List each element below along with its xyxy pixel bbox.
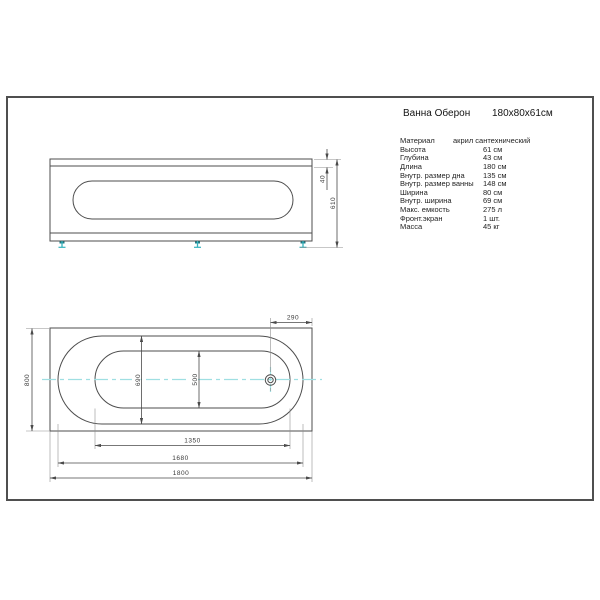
leveling-foot bbox=[194, 241, 201, 247]
spec-label: Глубина bbox=[400, 153, 429, 163]
spec-value: 180 см bbox=[483, 161, 507, 171]
spec-value: 61 см bbox=[483, 144, 503, 154]
dim-label-bottom-length: 1350 bbox=[184, 437, 201, 445]
spec-label: Материал bbox=[400, 136, 435, 145]
dim-label-drain-offset: 290 bbox=[286, 314, 300, 322]
product-dimensions: 180х80х61см bbox=[492, 108, 553, 119]
leveling-feet bbox=[59, 241, 307, 247]
spec-label: Макс. емкость bbox=[400, 205, 450, 215]
spec-label: Длина bbox=[400, 161, 422, 171]
product-title: Ванна Оберон bbox=[403, 108, 471, 119]
dim-drain-offset bbox=[271, 315, 313, 323]
spec-value: акрил сантехнический bbox=[453, 136, 531, 145]
spec-label: Высота bbox=[400, 144, 426, 154]
spec-table bbox=[400, 137, 592, 232]
spec-value: 148 см bbox=[483, 179, 507, 189]
side-view bbox=[50, 159, 312, 241]
spec-label: Внутр. ширина bbox=[400, 196, 452, 206]
spec-value: 135 см bbox=[483, 170, 507, 180]
dim-rim-height bbox=[320, 149, 328, 190]
spec-label: Масса bbox=[400, 222, 423, 232]
dim-total-length bbox=[50, 470, 312, 478]
dim-bottom-length bbox=[95, 438, 290, 446]
spec-label: Фронт.экран bbox=[400, 213, 443, 223]
dim-inner-length bbox=[58, 455, 303, 463]
spec-value: 69 см bbox=[483, 196, 503, 206]
spec-label: Ширина bbox=[400, 187, 428, 197]
leveling-foot bbox=[300, 241, 307, 247]
spec-value: 1 шт. bbox=[483, 213, 500, 223]
spec-value: 45 кг bbox=[483, 222, 500, 232]
dim-label-bottom-width: 500 bbox=[192, 373, 199, 386]
dim-total-height bbox=[330, 160, 337, 248]
spec-value: 43 см bbox=[483, 153, 503, 163]
spec-label: Внутр. размер ванны bbox=[400, 179, 474, 189]
spec-value: 275 л bbox=[483, 205, 502, 215]
dim-label-rim-height: 40 bbox=[319, 174, 327, 184]
title-row bbox=[403, 108, 593, 121]
leveling-foot bbox=[59, 241, 66, 247]
dim-label-total-length: 1800 bbox=[172, 470, 190, 477]
spec-label: Внутр. размер дна bbox=[400, 170, 465, 180]
tub-side-outline bbox=[50, 159, 312, 241]
spec-value: 80 см bbox=[483, 187, 503, 197]
dim-label-inner-length: 1680 bbox=[172, 455, 189, 462]
dim-label-total-width: 800 bbox=[24, 373, 31, 387]
dim-label-total-height: 610 bbox=[330, 196, 337, 210]
dim-label-inner-width: 690 bbox=[135, 373, 142, 387]
dim-total-width bbox=[24, 329, 32, 432]
spec-row bbox=[400, 223, 592, 232]
